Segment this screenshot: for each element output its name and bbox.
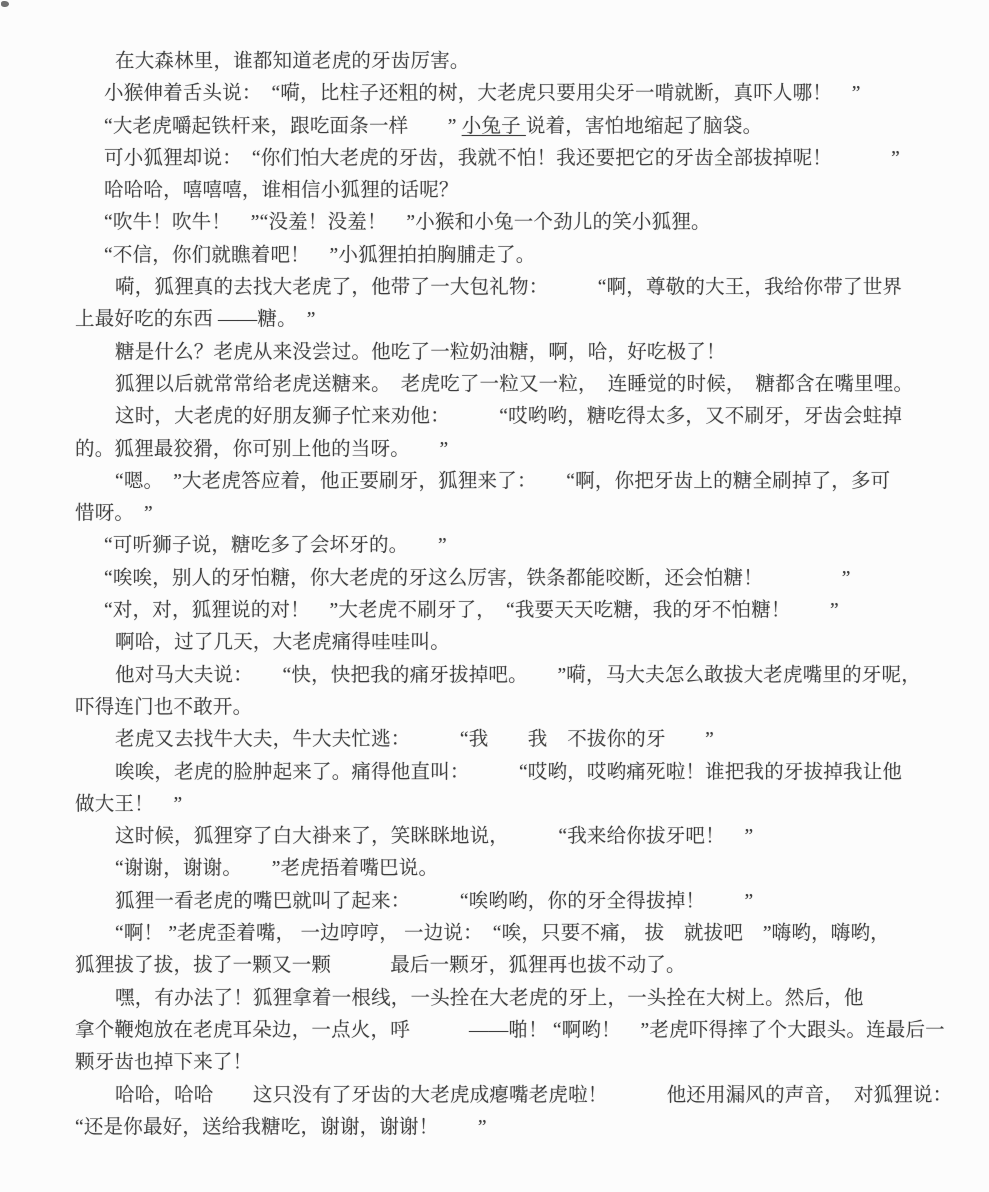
text-segment: 他对马大夫说： “快，快把我的痛牙拔掉吧。 ”嗬，马大夫怎么敢拔大老虎嘴里的牙呢， (115, 664, 921, 686)
text-segment: “谢谢，谢谢。 ”老虎捂着嘴巴说。 (115, 858, 439, 880)
text-line (115, 660, 955, 692)
text-segment: “嗯。 ”大老虎答应着，他正要刷牙，狐狸来了： “啊，你把牙齿上的糖全刷掉了，多可 (115, 470, 891, 492)
text-segment: 颗牙齿也掉下来了！ (75, 1052, 253, 1074)
text-segment: “不信，你们就瞧着吧！ ”小狐狸拍拍胸脯走了。 (104, 244, 536, 266)
text-line (75, 692, 955, 724)
text-line (75, 498, 955, 530)
text-line (75, 1015, 955, 1047)
text-segment: 狐狸拔了拔，拔了一颗又一颗 最后一颗牙，狐狸再也拔不动了。 (75, 955, 686, 977)
text-segment: 嘿，有办法了！狐狸拿着一根线，一头拴在大老虎的牙上，一头拴在大树上。然后，他 (115, 987, 864, 1009)
text-line (115, 886, 955, 918)
text-line (115, 853, 955, 885)
text-segment: 哈哈，哈哈 这只没有了牙齿的大老虎成瘪嘴老虎啦！ 他还用漏风的声音， 对狐狸说： (115, 1084, 953, 1106)
text-segment: 狐狸一看老虎的嘴巴就叫了起来： “唉哟哟，你的牙全得拔掉！ ” (115, 890, 754, 912)
text-segment: 小猴伸着舌头说： “嗬，比柱子还粗的树，大老虎只要用尖牙一啃就断，真吓人哪！ ” (104, 83, 861, 105)
text-segment: 可小狐狸却说： “你们怕大老虎的牙齿，我就不怕！我还要把它的牙齿全部拔掉呢！ ” (104, 147, 900, 169)
text-segment: 这时候，狐狸穿了白大褂来了，笑眯眯地说， “我来给你拔牙吧！ ” (115, 826, 754, 848)
text-segment: 做大王！ ” (75, 793, 183, 815)
text-line (104, 240, 955, 272)
text-line (115, 466, 955, 498)
text-segment: 拿个鞭炮放在老虎耳朵边，一点火，呼 ——啪！ “啊哟！ ”老虎吓得摔了个大跟头。连最后一 (75, 1019, 945, 1041)
text-line (75, 1112, 955, 1144)
text-line (104, 175, 955, 207)
text-line (115, 1080, 955, 1112)
text-line (115, 337, 955, 369)
text-segment: 哈哈哈，嘻嘻嘻，谁相信小狐狸的话呢？ (104, 180, 459, 202)
text-segment: “可听狮子说，糖吃多了会坏牙的。 ” (104, 535, 447, 557)
text-segment: 狐狸以后就常常给老虎送糖来。 老虎吃了一粒又一粒， 连睡觉的时候， 糖都含在嘴里哩。 (115, 373, 914, 395)
text-line (75, 1047, 955, 1079)
text-segment: 唉唉，老虎的脸肿起来了。痛得他直叫： “哎哟，哎哟痛死啦！谁把我的牙拔掉我让他 (115, 761, 903, 783)
text-line (115, 401, 955, 433)
text-line (115, 627, 955, 659)
text-segment: 这时，大老虎的好朋友狮子忙来劝他： “哎哟哟，糖吃得太多，又不刷牙，牙齿会蛀掉 (115, 406, 903, 428)
text-line (75, 434, 955, 466)
text-segment: 惜呀。 ” (75, 503, 153, 525)
text-line (104, 563, 955, 595)
text-line (75, 789, 955, 821)
text-line (115, 821, 955, 853)
text-line (115, 983, 955, 1015)
text-line (104, 207, 955, 239)
text-segment: “唉唉，别人的牙怕糖，你大老虎的牙这么厉害，铁条都能咬断，还会怕糖！ ” (104, 567, 851, 589)
text-line (115, 369, 955, 401)
text-segment: 在大森林里，谁都知道老虎的牙齿厉害。 (115, 51, 470, 72)
text-segment: 糖是什么？老虎从来没尝过。他吃了一粒奶油糖，啊，哈，好吃极了！ (115, 341, 726, 363)
scan-artifact-speck (1, 1, 9, 7)
text-segment: 吓得连门也不敢开。 (75, 696, 253, 718)
text-line (115, 724, 955, 756)
document-body (75, 46, 955, 1144)
text-segment: “还是你最好，送给我糖吃，谢谢，谢谢！ ” (75, 1116, 487, 1138)
underlined-word: 小兔子 (461, 115, 526, 137)
text-line (115, 757, 955, 789)
text-line (115, 918, 955, 950)
text-segment: 上最好吃的东西 ——糖。 ” (75, 309, 316, 331)
text-segment: 老虎又去找牛大夫，牛大夫忙逃： “我 我 不拔你的牙 ” (115, 729, 714, 751)
text-line (104, 595, 955, 627)
text-line (115, 46, 955, 78)
text-line (75, 950, 955, 982)
text-line (104, 78, 955, 110)
text-segment: 说着，害怕地缩起了脑袋。 (525, 115, 763, 137)
text-line (104, 530, 955, 562)
text-segment: 啊哈，过了几天，大老虎痛得哇哇叫。 (115, 632, 450, 654)
text-segment: 的。狐狸最狡猾，你可别上他的当呀。 ” (75, 438, 449, 460)
text-segment: “啊！ ”老虎歪着嘴， 一边哼哼， 一边说： “唉，只要不痛， 拔 就拔吧 ”嗨哟，嗨哟， (115, 923, 890, 945)
text-segment: 嗬，狐狸真的去找大老虎了，他带了一大包礼物： “啊，尊敬的大王，我给你带了世界 (115, 277, 903, 299)
text-line (75, 304, 955, 336)
text-segment: “大老虎嚼起铁杆来，跟吃面条一样 ” (104, 115, 462, 137)
text-line (115, 272, 955, 304)
text-segment: “吹牛！吹牛！ ”“没羞！没羞！ ”小猴和小兔一个劲儿的笑小狐狸。 (104, 212, 711, 234)
text-segment: “对，对，狐狸说的对！ ”大老虎不刷牙了， “我要天天吃糖，我的牙不怕糖！ ” (104, 600, 839, 622)
text-line (104, 143, 955, 175)
text-line (104, 111, 955, 143)
